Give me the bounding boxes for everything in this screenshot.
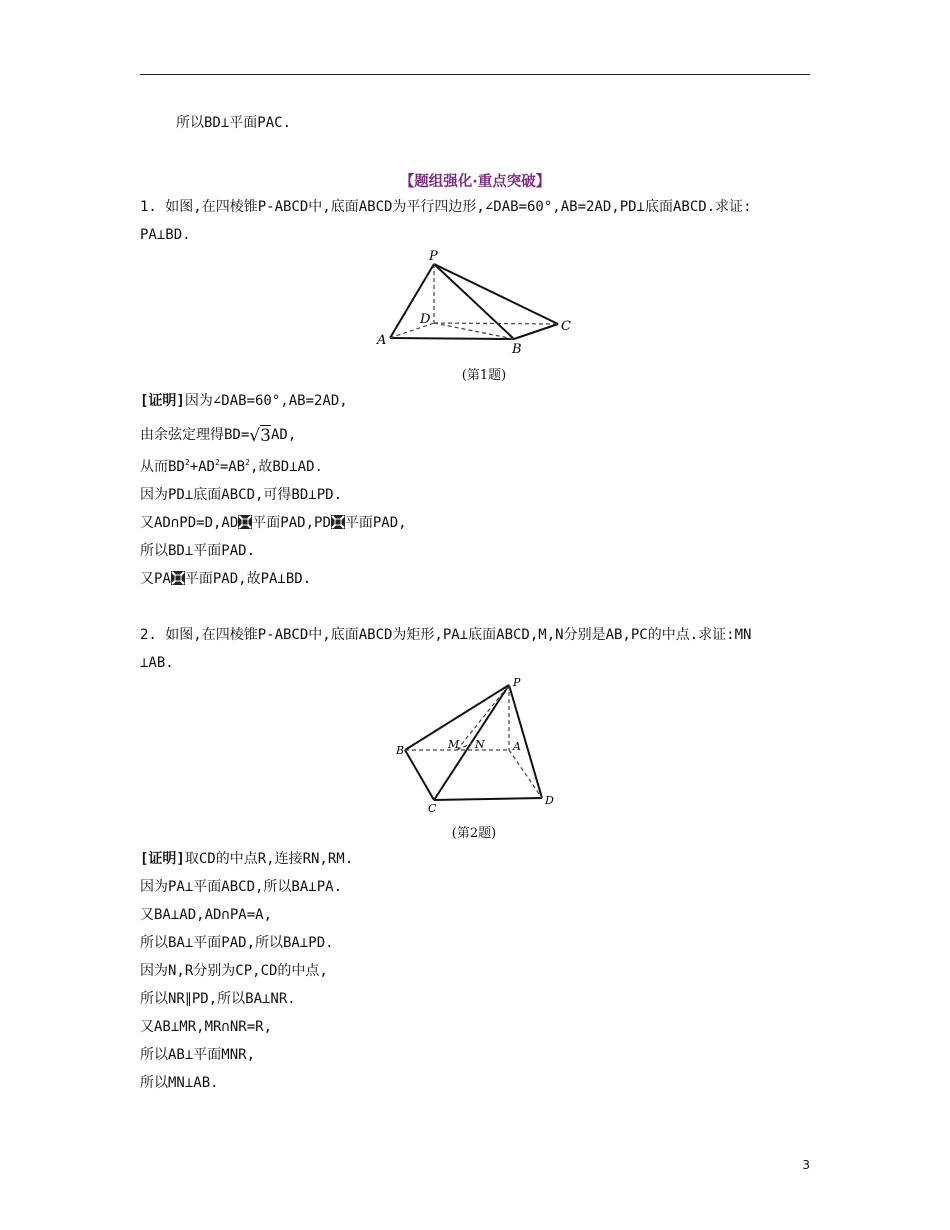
proof-2-line-5: 因为N,R分别为CP,CD的中点, [140,963,328,979]
edge-ad [509,750,542,798]
label-b: B [512,342,522,357]
page-number: 3 [802,1158,810,1172]
subset-glyph-icon [171,571,185,585]
top-line: 所以BD⊥平面PAC. [176,115,292,131]
proof-2-line-9: 所以MN⊥AB. [140,1075,219,1091]
edge-db [434,323,514,339]
edge-pb [434,264,514,339]
proof-1-line-4: 因为PD⊥底面ABCD,可得BD⊥PD. [140,487,343,503]
edge-bc [514,324,558,339]
figure-2-caption: (第2题) [451,826,497,841]
label-p: P [513,676,521,689]
edge-ab [390,338,514,339]
header-rule [140,74,810,75]
proof-2-line-2: 因为PA⊥平面ABCD,所以BA⊥PA. [140,879,343,895]
label-a: A [377,333,387,348]
label-m: M [448,738,460,751]
proof-1-line-6: 所以BD⊥平面PAD. [140,543,256,559]
proof-1-line-5: 又AD∩PD=D,AD 平面PAD,PD 平面PAD, [140,515,407,531]
label-a: A [513,740,521,753]
proof-2-line-3: 又BA⊥AD,AD∩PA=A, [140,907,273,923]
label-b: B [396,744,405,757]
proof-text: 由余弦定理得BD= [140,427,250,443]
label-c: C [428,802,437,814]
figure-1-caption: (第1题) [461,368,507,383]
subset-glyph-icon [238,515,252,529]
sqrt-radicand: 3 [260,426,271,446]
proof-tag: [证明] [140,851,185,867]
figure-2-pyramid [392,674,562,814]
proof-1-line-2 [140,426,296,445]
label-d: D [420,312,431,327]
proof-2-line-1 [140,850,353,868]
proof-1-line-1 [140,392,348,410]
proof-text: 取CD的中点R,连接RN,RM. [184,851,354,867]
figure-1-pyramid [372,246,582,358]
sqrt-expression: √3 [249,426,271,446]
problem-1-line-2: PA⊥BD. [140,227,191,243]
proof-text: AD, [270,427,297,443]
proof-1-line-7: 又PA 平面PAD,故PA⊥BD. [140,571,312,587]
label-p: P [429,249,438,264]
proof-1-line-3: 从而$BD^2+AD^2=AB^2$,故BD⊥AD. [140,458,323,475]
problem-2-line-1: 2. 如图,在四棱锥P-ABCD中,底面ABCD为矩形,PA⊥底面ABCD,M,N分别是AB,PC的中点.求证:MN [140,627,752,643]
edge-bc [405,750,434,800]
subset-glyph-icon [331,515,345,529]
section-title: 【题组强化·重点突破】 [399,174,551,190]
edge-pc [434,685,509,800]
proof-2-line-6: 所以NR∥PD,所以BA⊥NR. [140,991,296,1007]
proof-2-line-7: 又AB⊥MR,MR∩NR=R, [140,1019,273,1035]
problem-1-line-1: 1. 如图,在四棱锥P-ABCD中,底面ABCD为平行四边形,∠DAB=60°,AB=2AD,PD⊥底面ABCD.求证: [140,199,752,215]
proof-2-line-8: 所以AB⊥平面MNR, [140,1047,256,1063]
edge-cd [434,798,542,800]
label-c: C [561,319,571,334]
label-d: D [545,794,554,807]
proof-2-line-4: 所以BA⊥平面PAD,所以BA⊥PD. [140,935,334,951]
label-n: N [475,738,485,751]
edge-pc [434,264,558,324]
proof-tag: [证明] [140,393,185,409]
proof-text: 因为∠DAB=60°,AB=2AD, [184,393,348,409]
problem-2-line-2: ⊥AB. [140,655,174,671]
